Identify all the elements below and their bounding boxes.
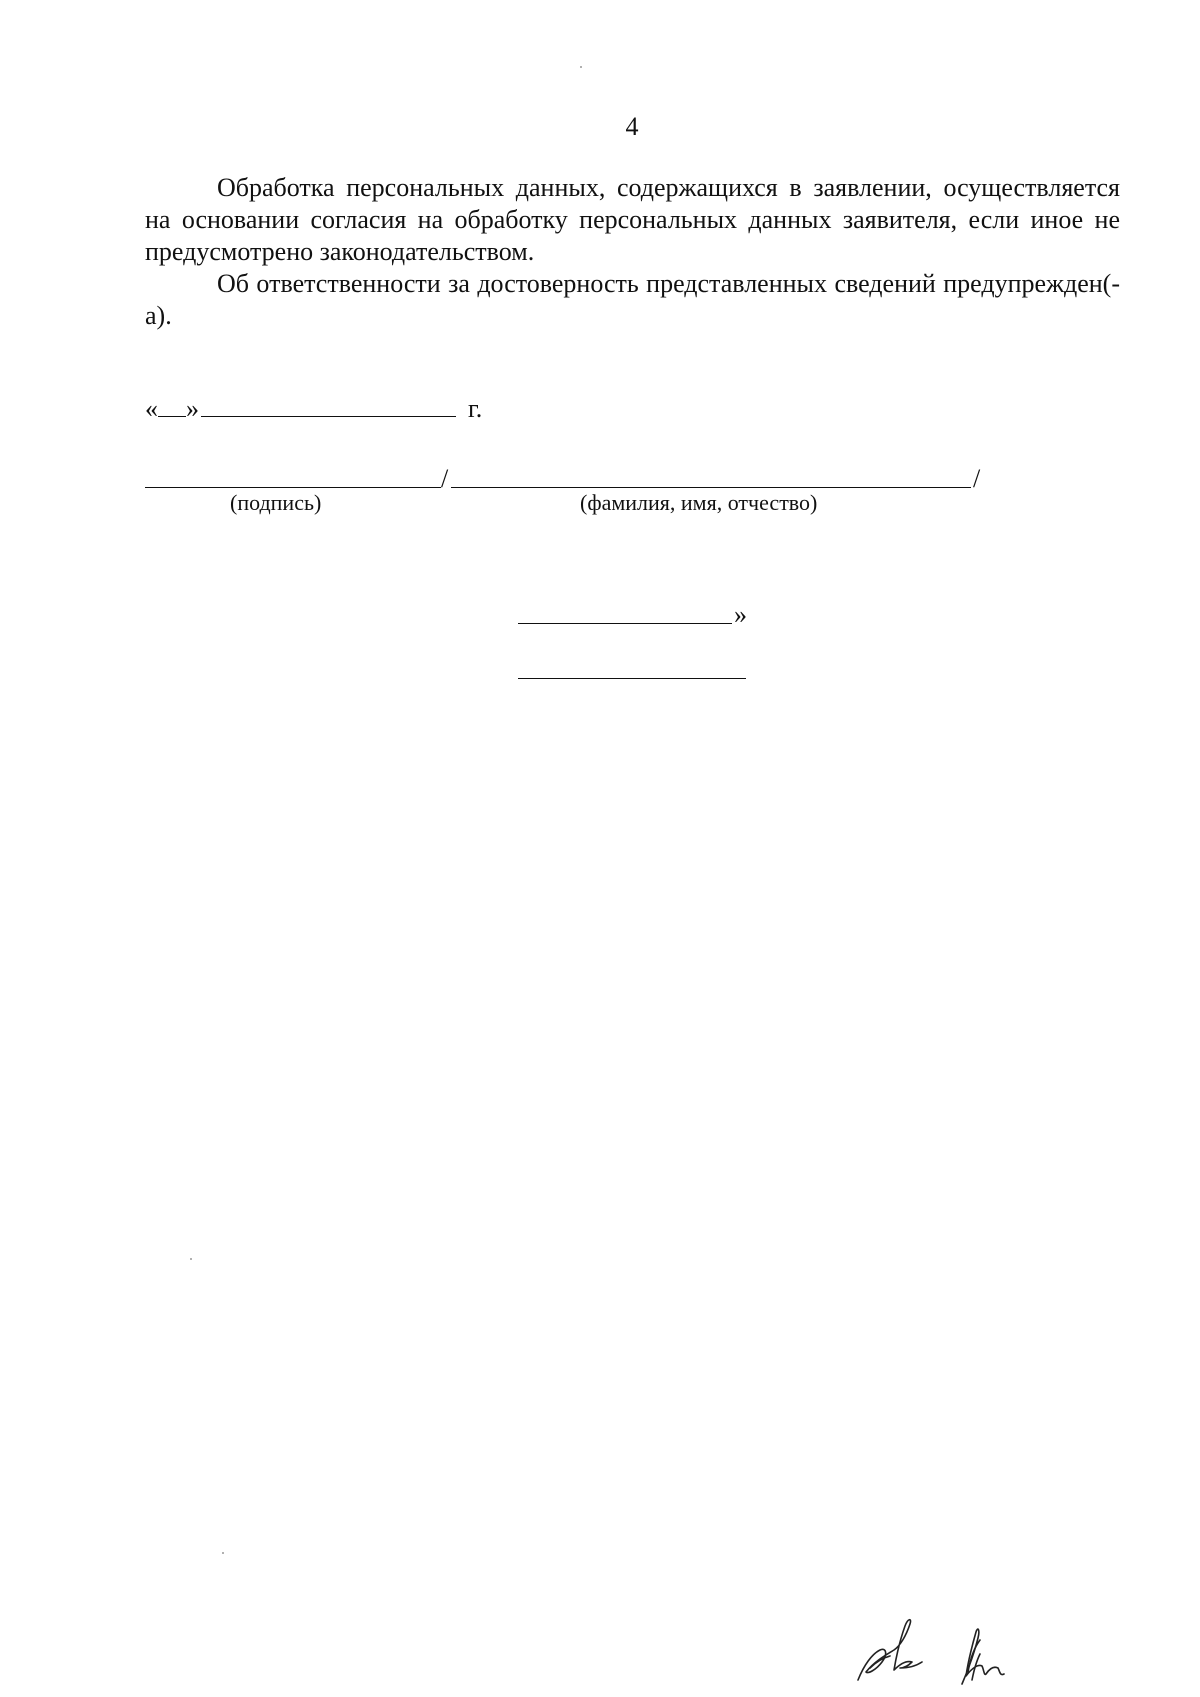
closing-blank-2 — [518, 678, 746, 679]
closing-blank-1 — [518, 623, 732, 624]
closing-quote: » — [734, 600, 747, 629]
signature-blank[interactable] — [145, 487, 441, 488]
date-year-suffix: г. — [468, 394, 483, 423]
full-name-blank[interactable] — [451, 487, 971, 488]
date-line — [145, 390, 482, 425]
date-open-quote: « — [145, 394, 158, 423]
paragraph-consent: Обработка персональных данных, содержащихся в заявлении, осуществляется на основании согласия на обработку персональных данных заявителя, если иное не предусмотрено законодательством. — [145, 173, 1120, 266]
page-number: 4 — [625, 112, 639, 141]
paragraph-responsibility: Об ответственности за достоверность представленных сведений предупрежден(-а). — [145, 269, 1120, 330]
scan-speck — [222, 1552, 224, 1554]
date-close-quote: » — [186, 394, 199, 423]
caption-full-name: (фамилия, имя, отчество) — [580, 490, 818, 515]
signature-row — [145, 462, 985, 493]
handwritten-initials — [850, 1610, 1040, 1690]
signature-separator-slash: / — [441, 464, 449, 493]
body-text — [145, 172, 1120, 332]
date-day-blank[interactable] — [158, 390, 186, 417]
closing-blank-row — [518, 598, 747, 629]
date-month-blank[interactable] — [201, 390, 456, 417]
signature-end-slash: / — [973, 464, 981, 493]
scan-speck — [580, 66, 582, 68]
caption-signature: (подпись) — [230, 490, 322, 515]
scan-speck — [190, 1258, 192, 1260]
